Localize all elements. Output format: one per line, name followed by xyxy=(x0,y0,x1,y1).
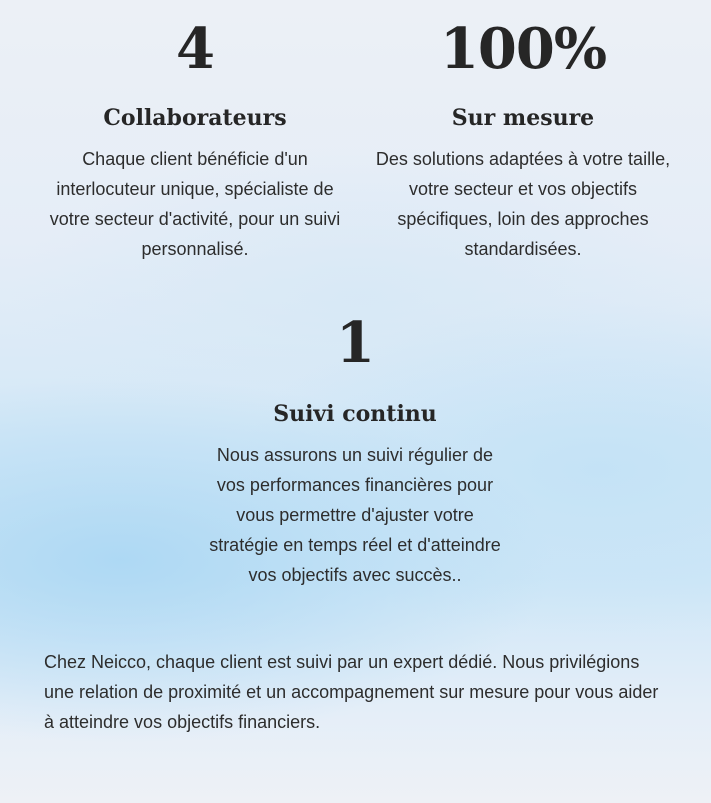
stat-number: 1 xyxy=(336,310,374,376)
stat-description: Des solutions adaptées à votre taille, votre secteur et vos objectifs spécifiques, loin des approches standardisées. xyxy=(375,149,671,259)
stat-number: 100% xyxy=(439,16,607,82)
summary-paragraph: Chez Neicco, chaque client est suivi par un expert dédié. Nous privilégions une relation de proximité et un accompagnement sur mesure pour vous aider à atteindre vos objectifs financiers. xyxy=(44,652,659,732)
stat-sur-mesure xyxy=(368,14,678,264)
stat-title: Sur mesure xyxy=(451,105,595,131)
stat-suivi-continu xyxy=(205,308,505,590)
stat-collaborateurs xyxy=(40,14,350,264)
stat-title: Suivi continu xyxy=(273,401,437,427)
stat-description: Nous assurons un suivi régulier de vos performances financières pour vous permettre d'ajuster votre stratégie en temps réel et d'atteindre vos objectifs avec succès.. xyxy=(209,445,501,585)
stat-description: Chaque client bénéficie d'un interlocuteur unique, spécialiste de votre secteur d'activité, pour un suivi personnalisé. xyxy=(49,149,341,259)
stat-title: Collaborateurs xyxy=(103,105,287,131)
stat-number: 4 xyxy=(176,16,214,82)
